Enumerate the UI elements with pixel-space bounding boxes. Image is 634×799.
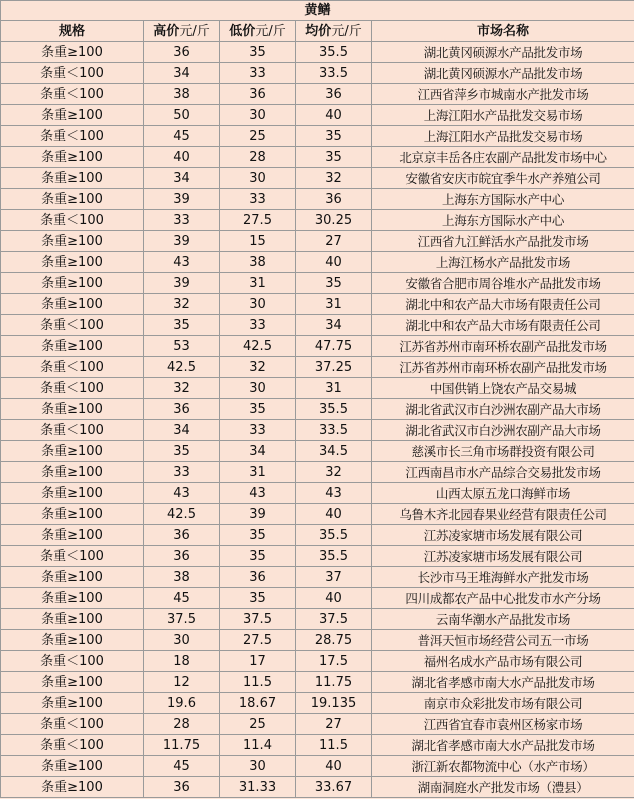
cell-low: 42.5 bbox=[220, 336, 296, 357]
cell-market: 乌鲁木齐北园春果业经营有限责任公司 bbox=[372, 504, 634, 525]
table-row bbox=[1, 315, 634, 336]
cell-spec: 条重≥100 bbox=[1, 567, 144, 588]
table-row bbox=[1, 357, 634, 378]
cell-avg: 36 bbox=[296, 189, 372, 210]
cell-low: 37.5 bbox=[220, 609, 296, 630]
cell-avg: 35.5 bbox=[296, 546, 372, 567]
cell-avg: 35.5 bbox=[296, 42, 372, 63]
table-row bbox=[1, 756, 634, 777]
cell-market: 江西省九江鲜活水产品批发市场 bbox=[372, 231, 634, 252]
cell-market: 江西省宜春市袁州区杨家市场 bbox=[372, 714, 634, 735]
cell-avg: 35 bbox=[296, 126, 372, 147]
table-row bbox=[1, 294, 634, 315]
cell-market: 长沙市马王堆海鲜水产批发市场 bbox=[372, 567, 634, 588]
cell-low: 38 bbox=[220, 252, 296, 273]
cell-low: 31.33 bbox=[220, 777, 296, 798]
cell-spec: 条重＜100 bbox=[1, 378, 144, 399]
cell-high: 12 bbox=[144, 672, 220, 693]
table-row bbox=[1, 84, 634, 105]
header-avg-unit: 元/斤 bbox=[331, 23, 362, 39]
cell-avg: 47.75 bbox=[296, 336, 372, 357]
cell-spec: 条重＜100 bbox=[1, 357, 144, 378]
cell-high: 33 bbox=[144, 462, 220, 483]
table-row bbox=[1, 483, 634, 504]
header-high-label: 高价 bbox=[153, 23, 180, 39]
header-market: 市场名称 bbox=[372, 21, 634, 42]
cell-avg: 17.5 bbox=[296, 651, 372, 672]
table-row bbox=[1, 189, 634, 210]
table-row bbox=[1, 462, 634, 483]
cell-avg: 31 bbox=[296, 294, 372, 315]
cell-high: 36 bbox=[144, 399, 220, 420]
cell-low: 11.5 bbox=[220, 672, 296, 693]
cell-low: 31 bbox=[220, 462, 296, 483]
cell-avg: 33.67 bbox=[296, 777, 372, 798]
cell-market: 江西南昌市水产品综合交易批发市场 bbox=[372, 462, 634, 483]
cell-spec: 条重＜100 bbox=[1, 651, 144, 672]
cell-low: 30 bbox=[220, 294, 296, 315]
cell-avg: 35 bbox=[296, 147, 372, 168]
cell-avg: 33.5 bbox=[296, 420, 372, 441]
table-row bbox=[1, 168, 634, 189]
cell-high: 36 bbox=[144, 777, 220, 798]
table-row bbox=[1, 567, 634, 588]
cell-high: 53 bbox=[144, 336, 220, 357]
cell-low: 43 bbox=[220, 483, 296, 504]
cell-high: 35 bbox=[144, 441, 220, 462]
table-row bbox=[1, 630, 634, 651]
cell-high: 32 bbox=[144, 294, 220, 315]
cell-high: 40 bbox=[144, 147, 220, 168]
cell-market: 湖北黄冈硕源水产品批发市场 bbox=[372, 63, 634, 84]
cell-high: 50 bbox=[144, 105, 220, 126]
cell-high: 45 bbox=[144, 126, 220, 147]
cell-spec: 条重≥100 bbox=[1, 630, 144, 651]
cell-high: 42.5 bbox=[144, 504, 220, 525]
cell-spec: 条重≥100 bbox=[1, 693, 144, 714]
cell-high: 28 bbox=[144, 714, 220, 735]
cell-low: 32 bbox=[220, 357, 296, 378]
cell-market: 湖北黄冈硕源水产品批发市场 bbox=[372, 42, 634, 63]
table-row bbox=[1, 735, 634, 756]
cell-spec: 条重≥100 bbox=[1, 399, 144, 420]
cell-high: 45 bbox=[144, 588, 220, 609]
cell-high: 18 bbox=[144, 651, 220, 672]
cell-avg: 31 bbox=[296, 378, 372, 399]
cell-avg: 35.5 bbox=[296, 399, 372, 420]
cell-market: 山西太原五龙口海鲜市场 bbox=[372, 483, 634, 504]
cell-market: 湖北省武汉市白沙洲农副产品大市场 bbox=[372, 399, 634, 420]
cell-avg: 40 bbox=[296, 252, 372, 273]
cell-spec: 条重≥100 bbox=[1, 42, 144, 63]
title-row bbox=[1, 1, 634, 21]
cell-high: 43 bbox=[144, 252, 220, 273]
cell-spec: 条重≥100 bbox=[1, 777, 144, 798]
cell-spec: 条重＜100 bbox=[1, 546, 144, 567]
cell-low: 35 bbox=[220, 546, 296, 567]
cell-market: 浙江新农都物流中心（水产市场） bbox=[372, 756, 634, 777]
cell-avg: 32 bbox=[296, 462, 372, 483]
cell-high: 37.5 bbox=[144, 609, 220, 630]
cell-market: 福州名成水产品市场有限公司 bbox=[372, 651, 634, 672]
table-row bbox=[1, 42, 634, 63]
cell-low: 27.5 bbox=[220, 210, 296, 231]
cell-low: 36 bbox=[220, 567, 296, 588]
cell-avg: 35.5 bbox=[296, 525, 372, 546]
cell-market: 上海江阳水产品批发交易市场 bbox=[372, 126, 634, 147]
cell-spec: 条重≥100 bbox=[1, 105, 144, 126]
cell-avg: 40 bbox=[296, 588, 372, 609]
cell-low: 15 bbox=[220, 231, 296, 252]
cell-market: 南京市众彩批发市场有限公司 bbox=[372, 693, 634, 714]
table-row bbox=[1, 441, 634, 462]
table-row bbox=[1, 105, 634, 126]
cell-avg: 11.75 bbox=[296, 672, 372, 693]
cell-market: 上海江阳水产品批发交易市场 bbox=[372, 105, 634, 126]
cell-avg: 40 bbox=[296, 504, 372, 525]
cell-market: 安徽省安庆市皖宜季牛水产养殖公司 bbox=[372, 168, 634, 189]
cell-high: 11.75 bbox=[144, 735, 220, 756]
cell-market: 普洱天恒市场经营公司五一市场 bbox=[372, 630, 634, 651]
cell-market: 慈溪市长三角市场群投资有限公司 bbox=[372, 441, 634, 462]
cell-low: 33 bbox=[220, 63, 296, 84]
table-row bbox=[1, 252, 634, 273]
table-row bbox=[1, 651, 634, 672]
table-row bbox=[1, 399, 634, 420]
cell-low: 30 bbox=[220, 378, 296, 399]
cell-spec: 条重≥100 bbox=[1, 294, 144, 315]
cell-spec: 条重≥100 bbox=[1, 462, 144, 483]
cell-spec: 条重≥100 bbox=[1, 609, 144, 630]
cell-high: 34 bbox=[144, 168, 220, 189]
table-title: 黄鳝 bbox=[1, 1, 634, 21]
cell-high: 36 bbox=[144, 546, 220, 567]
cell-avg: 30.25 bbox=[296, 210, 372, 231]
cell-spec: 条重≥100 bbox=[1, 147, 144, 168]
cell-low: 25 bbox=[220, 126, 296, 147]
cell-low: 35 bbox=[220, 525, 296, 546]
cell-market: 湖北省孝感市南大水产品批发市场 bbox=[372, 672, 634, 693]
table-row bbox=[1, 588, 634, 609]
cell-high: 39 bbox=[144, 189, 220, 210]
cell-high: 36 bbox=[144, 525, 220, 546]
cell-high: 33 bbox=[144, 210, 220, 231]
cell-low: 30 bbox=[220, 756, 296, 777]
table-row bbox=[1, 693, 634, 714]
cell-low: 33 bbox=[220, 189, 296, 210]
cell-low: 36 bbox=[220, 84, 296, 105]
cell-spec: 条重≥100 bbox=[1, 441, 144, 462]
cell-market: 湖北中和农产品大市场有限责任公司 bbox=[372, 294, 634, 315]
cell-low: 39 bbox=[220, 504, 296, 525]
cell-avg: 43 bbox=[296, 483, 372, 504]
cell-avg: 34.5 bbox=[296, 441, 372, 462]
cell-low: 11.4 bbox=[220, 735, 296, 756]
cell-spec: 条重≥100 bbox=[1, 252, 144, 273]
cell-high: 19.6 bbox=[144, 693, 220, 714]
table-row bbox=[1, 231, 634, 252]
cell-spec: 条重≥100 bbox=[1, 756, 144, 777]
cell-low: 25 bbox=[220, 714, 296, 735]
cell-spec: 条重≥100 bbox=[1, 504, 144, 525]
header-high-unit: 元/斤 bbox=[179, 23, 210, 39]
cell-low: 30 bbox=[220, 168, 296, 189]
cell-high: 35 bbox=[144, 315, 220, 336]
cell-low: 28 bbox=[220, 147, 296, 168]
header-avg-label: 均价 bbox=[305, 23, 332, 39]
cell-spec: 条重＜100 bbox=[1, 126, 144, 147]
table-row bbox=[1, 126, 634, 147]
table-row bbox=[1, 672, 634, 693]
cell-spec: 条重≥100 bbox=[1, 189, 144, 210]
cell-low: 33 bbox=[220, 315, 296, 336]
cell-avg: 40 bbox=[296, 105, 372, 126]
table-row bbox=[1, 336, 634, 357]
cell-spec: 条重＜100 bbox=[1, 714, 144, 735]
cell-spec: 条重＜100 bbox=[1, 315, 144, 336]
cell-spec: 条重＜100 bbox=[1, 210, 144, 231]
cell-market: 安徽省合肥市周谷堆水产品批发市场 bbox=[372, 273, 634, 294]
cell-low: 35 bbox=[220, 399, 296, 420]
cell-avg: 37.5 bbox=[296, 609, 372, 630]
table-row bbox=[1, 420, 634, 441]
header-low-unit: 元/斤 bbox=[255, 23, 286, 39]
cell-low: 17 bbox=[220, 651, 296, 672]
cell-high: 34 bbox=[144, 63, 220, 84]
cell-high: 43 bbox=[144, 483, 220, 504]
cell-spec: 条重≥100 bbox=[1, 672, 144, 693]
cell-spec: 条重＜100 bbox=[1, 84, 144, 105]
cell-spec: 条重≥100 bbox=[1, 168, 144, 189]
cell-market: 中国供销上饶农产品交易城 bbox=[372, 378, 634, 399]
table-row bbox=[1, 777, 634, 798]
cell-spec: 条重≥100 bbox=[1, 588, 144, 609]
cell-market: 上海江杨水产品批发市场 bbox=[372, 252, 634, 273]
cell-spec: 条重≥100 bbox=[1, 336, 144, 357]
cell-avg: 37.25 bbox=[296, 357, 372, 378]
header-low bbox=[220, 21, 296, 42]
cell-low: 35 bbox=[220, 42, 296, 63]
cell-market: 云南华潮水产品批发市场 bbox=[372, 609, 634, 630]
table-row bbox=[1, 525, 634, 546]
cell-avg: 40 bbox=[296, 756, 372, 777]
table-row bbox=[1, 147, 634, 168]
cell-high: 36 bbox=[144, 42, 220, 63]
cell-low: 30 bbox=[220, 105, 296, 126]
cell-avg: 32 bbox=[296, 168, 372, 189]
table-row bbox=[1, 546, 634, 567]
cell-high: 30 bbox=[144, 630, 220, 651]
cell-market: 湖北中和农产品大市场有限责任公司 bbox=[372, 315, 634, 336]
cell-market: 上海东方国际水产中心 bbox=[372, 210, 634, 231]
cell-spec: 条重≥100 bbox=[1, 273, 144, 294]
cell-market: 江苏凌家塘市场发展有限公司 bbox=[372, 546, 634, 567]
cell-market: 湖北省武汉市白沙洲农副产品大市场 bbox=[372, 420, 634, 441]
cell-low: 34 bbox=[220, 441, 296, 462]
table-row bbox=[1, 714, 634, 735]
table-row bbox=[1, 210, 634, 231]
cell-high: 39 bbox=[144, 273, 220, 294]
cell-low: 18.67 bbox=[220, 693, 296, 714]
cell-avg: 28.75 bbox=[296, 630, 372, 651]
cell-high: 38 bbox=[144, 567, 220, 588]
table-row bbox=[1, 378, 634, 399]
cell-spec: 条重≥100 bbox=[1, 231, 144, 252]
cell-high: 34 bbox=[144, 420, 220, 441]
cell-low: 33 bbox=[220, 420, 296, 441]
table-row bbox=[1, 273, 634, 294]
cell-avg: 11.5 bbox=[296, 735, 372, 756]
cell-market: 四川成都农产品中心批发市水产分场 bbox=[372, 588, 634, 609]
header-row bbox=[1, 21, 634, 42]
cell-market: 江西省萍乡市城南水产批发市场 bbox=[372, 84, 634, 105]
table-row bbox=[1, 504, 634, 525]
cell-avg: 35 bbox=[296, 273, 372, 294]
table-row bbox=[1, 609, 634, 630]
cell-market: 江苏省苏州市南环桥农副产品批发市场 bbox=[372, 357, 634, 378]
cell-spec: 条重≥100 bbox=[1, 525, 144, 546]
cell-avg: 19.135 bbox=[296, 693, 372, 714]
cell-market: 湖南洞庭水产批发市场（澧县） bbox=[372, 777, 634, 798]
cell-high: 45 bbox=[144, 756, 220, 777]
header-low-label: 低价 bbox=[229, 23, 256, 39]
cell-avg: 33.5 bbox=[296, 63, 372, 84]
table-row bbox=[1, 63, 634, 84]
header-spec: 规格 bbox=[1, 21, 144, 42]
header-avg bbox=[296, 21, 372, 42]
cell-high: 38 bbox=[144, 84, 220, 105]
cell-high: 42.5 bbox=[144, 357, 220, 378]
cell-market: 江苏省苏州市南环桥农副产品批发市场 bbox=[372, 336, 634, 357]
cell-avg: 34 bbox=[296, 315, 372, 336]
cell-high: 39 bbox=[144, 231, 220, 252]
cell-high: 32 bbox=[144, 378, 220, 399]
header-high bbox=[144, 21, 220, 42]
cell-avg: 27 bbox=[296, 231, 372, 252]
cell-market: 湖北省孝感市南大水产品批发市场 bbox=[372, 735, 634, 756]
cell-market: 江苏凌家塘市场发展有限公司 bbox=[372, 525, 634, 546]
cell-avg: 27 bbox=[296, 714, 372, 735]
cell-spec: 条重＜100 bbox=[1, 63, 144, 84]
cell-spec: 条重≥100 bbox=[1, 483, 144, 504]
cell-market: 北京京丰岳各庄农副产品批发市场中心 bbox=[372, 147, 634, 168]
cell-market: 上海东方国际水产中心 bbox=[372, 189, 634, 210]
cell-low: 35 bbox=[220, 588, 296, 609]
cell-low: 31 bbox=[220, 273, 296, 294]
cell-spec: 条重＜100 bbox=[1, 735, 144, 756]
cell-avg: 37 bbox=[296, 567, 372, 588]
cell-avg: 36 bbox=[296, 84, 372, 105]
cell-low: 27.5 bbox=[220, 630, 296, 651]
cell-spec: 条重＜100 bbox=[1, 420, 144, 441]
